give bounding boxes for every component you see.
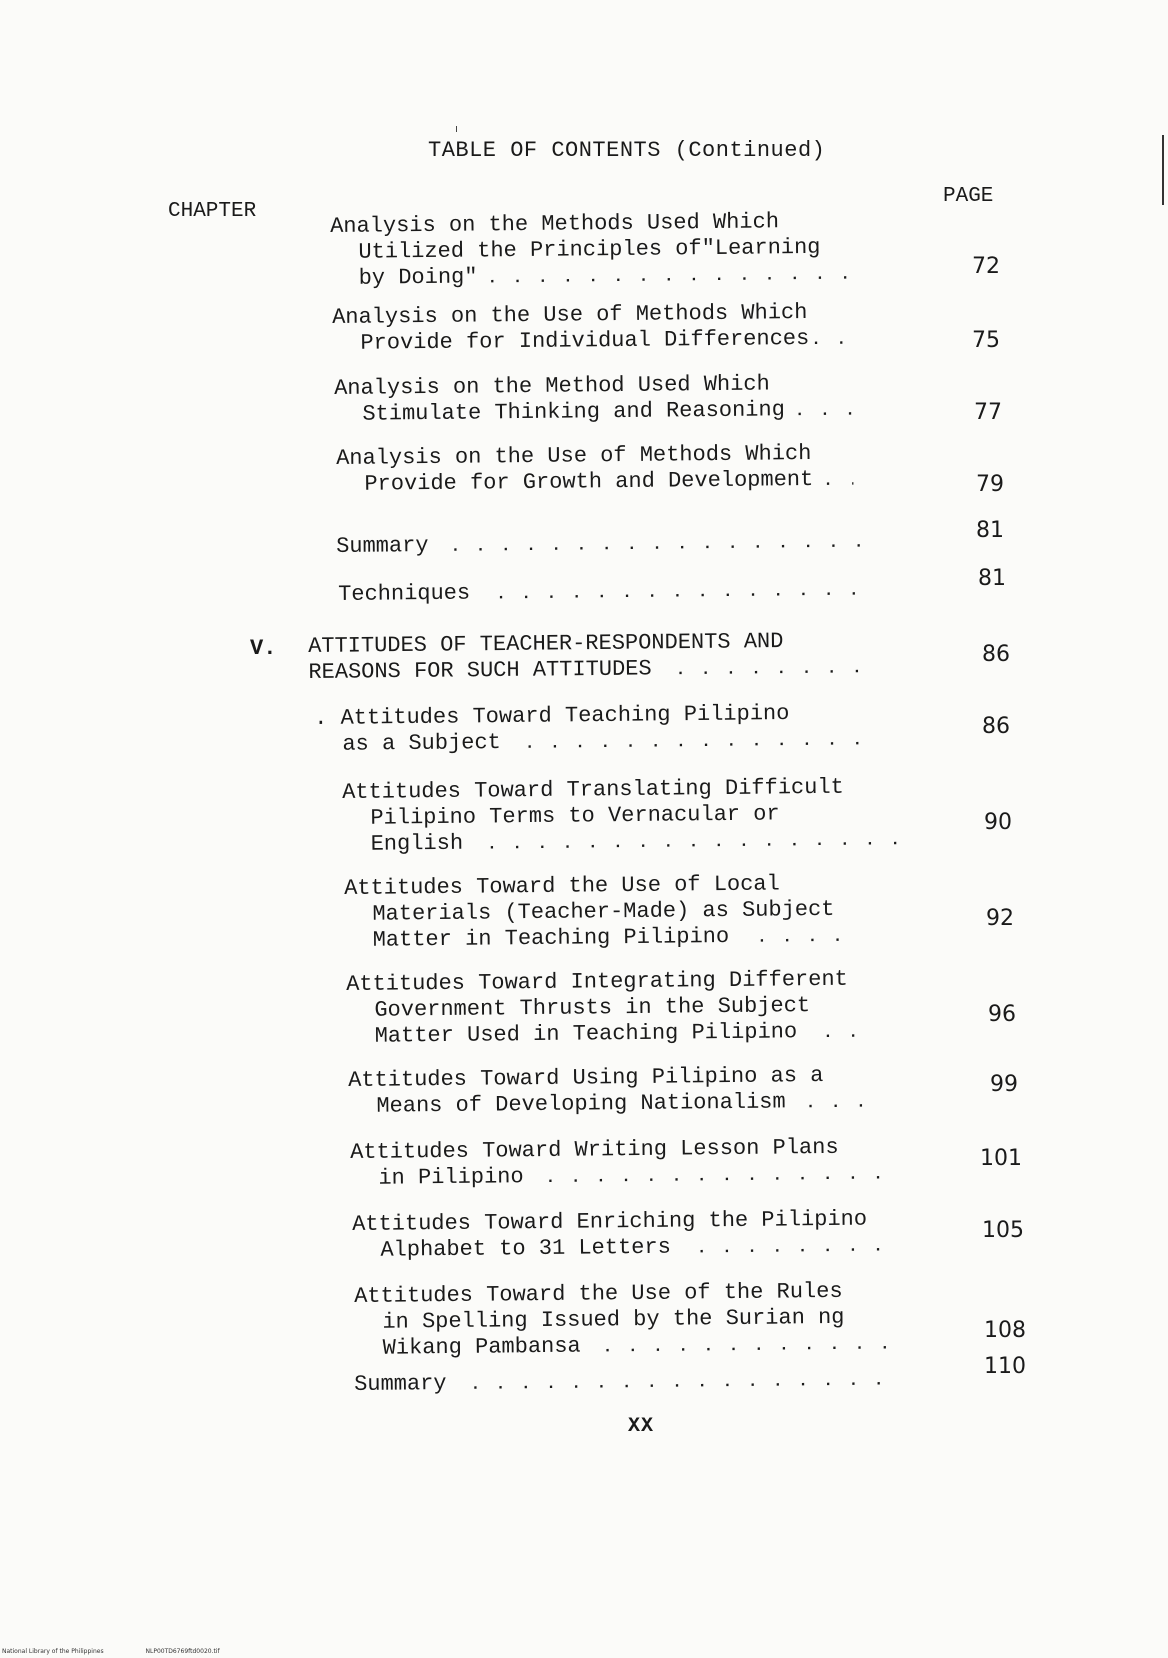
toc-entry	[336, 528, 956, 561]
entry-last-line: Wikang Pambansa . . .	[355, 1330, 975, 1363]
entry-line: Analysis on the Method Used Which	[334, 371, 770, 401]
scan-footer	[2, 1648, 260, 1655]
footer-library: National Library of the Philippines	[2, 1648, 104, 1655]
entry-line: Materials (Teacher-Made) as Subject	[372, 896, 835, 927]
page-number: 108	[984, 1318, 1026, 1343]
dot-leader	[546, 1161, 886, 1191]
scan-edge-mark	[1162, 135, 1164, 205]
chapter-number: V.	[250, 636, 277, 661]
dot-leader	[487, 262, 847, 292]
dot-leader	[811, 327, 851, 353]
page-folio: XX	[628, 1415, 655, 1438]
dot-leader	[487, 827, 907, 857]
page-number: 96	[988, 1002, 1016, 1027]
scan-mark	[456, 126, 457, 132]
dot-leader	[823, 468, 853, 494]
page-number: 101	[980, 1146, 1022, 1171]
page-number: 72	[972, 254, 1000, 279]
page-number: 99	[990, 1072, 1018, 1097]
footer-file: NLP00TD6769ftd0020.tif	[145, 1648, 220, 1655]
entry-line: Attitudes Toward the Use of Local	[344, 871, 780, 901]
page-number: 79	[976, 472, 1004, 497]
entry-last-line: REASONS FOR SUCH ATTITUDES . . .	[308, 654, 928, 687]
dot-leader	[603, 1331, 893, 1360]
toc-entry	[330, 208, 951, 293]
entry-last-line: Provide for Growth and Development . . .	[336, 466, 956, 499]
entry-last-line: Means of Developing Nationalism . . .	[348, 1088, 968, 1121]
dot-leader	[470, 1367, 900, 1398]
entry-line: Pilipino Terms to Vernacular or	[370, 801, 780, 831]
entry-line: Utilized the Principles of"Learning	[358, 234, 821, 265]
toc-entry	[348, 1062, 969, 1121]
page-number: 81	[978, 566, 1006, 591]
toc-entry	[344, 870, 965, 955]
dot-leader	[806, 1090, 870, 1117]
toc-entry	[354, 1366, 974, 1399]
page-number: 81	[976, 518, 1004, 543]
entry-last-line: in Pilipino . . .	[350, 1160, 970, 1193]
page-number: 92	[986, 906, 1014, 931]
entry-line: Attitudes Toward the Use of the Rules	[354, 1278, 843, 1309]
page-number: 75	[972, 328, 1000, 353]
entry-line: Attitudes Toward Enriching the Pilipino	[352, 1206, 868, 1237]
entry-last-line: Summary . . .	[354, 1366, 974, 1399]
entry-last-line: Alphabet to 31 Letters . . .	[352, 1232, 972, 1265]
entry-last-line: English . . .	[343, 826, 963, 859]
toc-entry	[350, 1134, 971, 1193]
page-number: 90	[984, 810, 1012, 835]
entry-line: in Spelling Issued by the Surian ng	[382, 1304, 845, 1335]
dot-leader	[697, 1233, 897, 1261]
toc-entry	[334, 370, 955, 429]
entry-line: ATTITUDES OF TEACHER-RESPONDENTS AND	[308, 629, 784, 659]
entry-line: Attitudes Toward Writing Lesson Plans	[350, 1134, 839, 1165]
page-number: 77	[974, 400, 1002, 425]
entry-line: Government Thrusts in the Subject	[374, 993, 811, 1023]
page-column-header: PAGE	[943, 185, 994, 208]
entry-line: Analysis on the Methods Used Which	[330, 209, 780, 239]
toc-entry	[342, 774, 963, 859]
toc-entry	[352, 1206, 973, 1265]
entry-line: Attitudes Toward Translating Difficult	[342, 774, 844, 805]
entry-last-line: as a Subject . . .	[314, 726, 934, 759]
entry-last-line: Matter in Teaching Pilipino . . .	[345, 922, 965, 955]
dot-leader	[525, 727, 865, 757]
page-title: TABLE OF CONTENTS (Continued)	[428, 138, 826, 163]
entry-last-line: by Doing" . . .	[331, 260, 951, 293]
dot-leader	[496, 577, 876, 607]
dot-leader	[795, 398, 855, 425]
page-number: 110	[984, 1354, 1026, 1379]
toc-entry	[354, 1278, 975, 1363]
page-number: 86	[982, 642, 1010, 667]
entry-last-line: Provide for Individual Differences . . .	[332, 325, 952, 358]
entry-last-line: Summary . . .	[336, 528, 956, 561]
toc-entry	[314, 700, 935, 759]
chapter-column-header: CHAPTER	[168, 200, 257, 223]
toc-entry	[332, 299, 953, 358]
page-number: 105	[982, 1218, 1024, 1243]
toc-entry	[336, 440, 957, 499]
dot-leader	[757, 924, 857, 951]
entry-line: Attitudes Toward Using Pilipino as a	[348, 1063, 824, 1093]
toc-entry-chapter	[308, 628, 929, 687]
entry-line: Analysis on the Use of Methods Which	[336, 441, 812, 471]
entry-line: Attitudes Toward Integrating Different	[346, 966, 848, 997]
dot-leader	[450, 529, 870, 559]
entry-last-line: Techniques . . .	[338, 576, 958, 609]
dot-leader	[676, 655, 866, 683]
entry-last-line: Stimulate Thinking and Reasoning . . .	[334, 396, 954, 429]
page-number: 86	[982, 714, 1010, 739]
dot-leader	[823, 1020, 869, 1046]
toc-entry	[346, 966, 967, 1051]
entry-last-line: Matter Used in Teaching Pilipino . . .	[347, 1018, 967, 1051]
toc-entry	[338, 576, 958, 609]
entry-line: Analysis on the Use of Methods Which	[332, 300, 808, 330]
entry-line: . Attitudes Toward Teaching Pilipino	[314, 701, 790, 731]
